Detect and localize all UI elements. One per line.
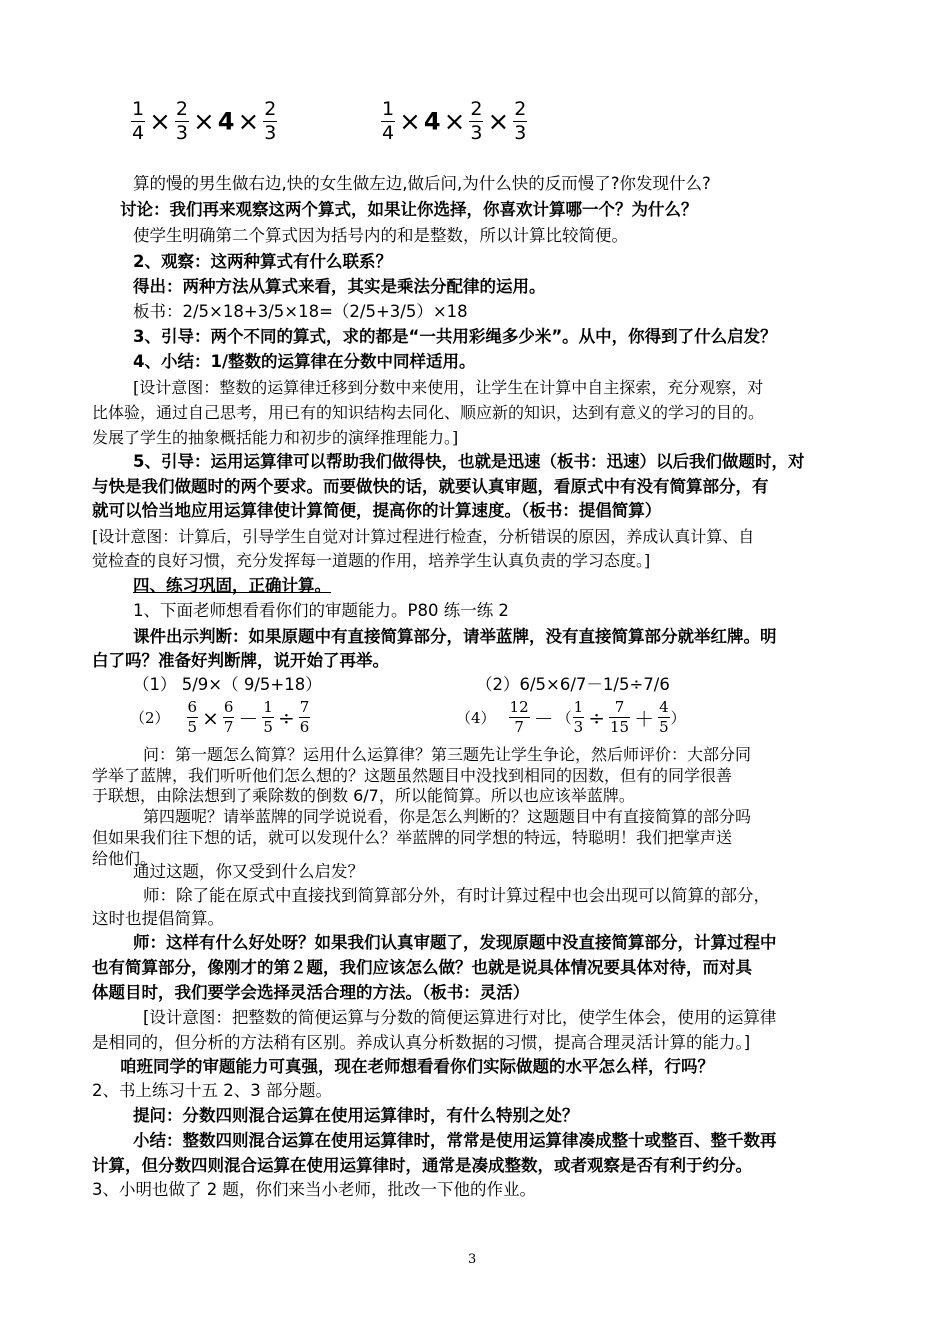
fraction: $\frac{2}{3}$: [264, 98, 277, 144]
fraction: $\frac{1}{4}$: [132, 98, 145, 144]
text-line: 给他们。: [92, 849, 157, 868]
text-line: 讨论：我们再来观察这两个算式，如果让你选择，你喜欢计算哪一个？为什么？: [120, 200, 698, 219]
formula-right: $\frac{1}{4}$ × 4 × $\frac{2}{3}$ × $\frac{2}{3}$: [382, 98, 527, 144]
text-line: 使学生明确第二个算式因为括号内的和是整数，所以计算比较简便。: [133, 226, 628, 245]
text-line: 板书：2/5×18+3/5×18=（2/5+3/5）×18: [133, 302, 468, 321]
text-line: 体题目时，我们要学会选择灵活合理的方法。（板书：灵活）: [92, 983, 530, 1002]
text-line: 3、小明也做了 2 题，你们来当小老师，批改一下他的作业。: [92, 1180, 536, 1199]
text-line: 1、下面老师想看看你们的审题能力。P80 练一练 2: [133, 601, 509, 620]
exercise-4-expression: （4） $\frac{12}{7}$ － （ $\frac{1}{3}$ ÷ $\frac{7}{15}$ ＋ $\frac{4}{5}$ ）: [456, 698, 686, 736]
fraction: $\frac{1}{4}$: [382, 98, 395, 144]
text-line: 4、小结：1/整数的运算律在分数中同样适用。: [133, 352, 476, 371]
exercise-2-expression: （2） $\frac{6}{5}$ × $\frac{6}{7}$ － $\frac{1}{5}$ ÷ $\frac{7}{6}$: [130, 698, 310, 736]
text-line: [设计意图：计算后，引导学生自觉对计算过程进行检查，分析错误的原因，养成认真计算、自: [92, 527, 755, 546]
text-line: 5、引导：运用运算律可以帮助我们做得快，也就是迅速（板书：迅速）以后我们做题时，对: [133, 452, 805, 471]
text-line: 就可以恰当地应用运算律使计算简便，提高你的计算速度。（板书：提倡简算）: [92, 501, 662, 520]
text-line: 小结：整数四则混合运算在使用运算律时，常常是使用运算律凑成整十或整百、整千数再: [133, 1131, 777, 1150]
text-line: 2、书上练习十五 2、3 部分题。: [92, 1081, 332, 1100]
text-line: 通过这题，你又受到什么启发？: [133, 862, 364, 881]
text-line: 于联想，由除法想到了乘除数的倒数 6/7，所以能简算。所以也应该举蓝牌。: [92, 786, 635, 805]
text-line: 师：这样有什么好处呀？如果我们认真审题了，发现原题中没直接简算部分，计算过程中: [133, 933, 777, 952]
text-line: 算的慢的男生做右边,快的女生做左边,做后问,为什么快的反而慢了?你发现什么?: [133, 174, 711, 193]
text-line: 得出：两种方法从算式来看，其实是乘法分配律的运用。: [133, 277, 546, 296]
text-line: 课件出示判断：如果原题中有直接简算部分，请举蓝牌，没有直接简算部分就举红牌。明: [133, 627, 777, 646]
text-line: 但如果我们往下想的话，就可以发现什么？举蓝牌的同学想的特远，特聪明！我们把掌声送: [92, 828, 733, 847]
text-line: 问：第一题怎么简算？运用什么运算律？第三题先让学生争论，然后师评价：大部分同: [143, 745, 752, 764]
text-line: [设计意图：整数的运算律迁移到分数中来使用，让学生在计算中自主探索，充分观察，对: [133, 378, 764, 397]
text-line: 学举了蓝牌，我们听听他们怎么想的？这题虽然题目中没找到相同的因数，但有的同学很善: [92, 766, 733, 785]
fraction: $\frac{2}{3}$: [175, 98, 188, 144]
text-line: 是相同的，但分析的方法稍有区别。养成认真分析数据的习惯，提高合理灵活计算的能力。]: [92, 1033, 751, 1052]
text-line: [设计意图：把整数的简便运算与分数的简便运算进行对比，使学生体会，使用的运算律: [143, 1008, 777, 1027]
text-line: 也有简算部分，像刚才的第２题，我们应该怎么做？也就是说具体情况要具体对待，而对具: [92, 958, 752, 977]
text-line: 与快是我们做题时的两个要求。而要做快的话，就要认真审题，看原式中有没有简算部分，有: [92, 477, 769, 496]
text-line: 比体验，通过自己思考，用已有的知识结构去同化、顺应新的知识，达到有意义的学习的目的。: [92, 403, 765, 422]
formula-left: $\frac{1}{4}$ × $\frac{2}{3}$ × 4 × $\frac{2}{3}$: [132, 98, 277, 144]
text-line: 3、引导：两个不同的算式，求的都是“一共用彩绳多少米”。从中，你得到了什么启发？: [133, 327, 777, 346]
text-line: 觉检查的良好习惯，充分发挥每一道题的作用，培养学生认真负责的学习态度。]: [92, 551, 651, 570]
text-line: 提问：分数四则混合运算在使用运算律时，有什么特别之处？: [133, 1106, 579, 1125]
section-heading: 四、练习巩固，正确计算。: [133, 576, 331, 595]
text-line: 咱班同学的审题能力可真强，现在老师想看看你们实际做题的水平怎么样，行吗？: [120, 1057, 714, 1076]
text-line: 这时也提倡简算。: [92, 909, 224, 928]
text-line: 师：除了能在原式中直接找到简算部分外，有时计算过程中也会出现可以简算的部分，: [143, 886, 770, 905]
text-line: 第四题呢？请举蓝牌的同学说说看，你是怎么判断的？这题题目中有直接简算的部分吗: [143, 807, 752, 826]
exercise-3: （2）6/5×6/7－1/5÷7/6: [476, 675, 670, 694]
text-line: 计算，但分数四则混合运算在使用运算律时，通常是凑成整数，或者观察是否有利于约分。: [92, 1156, 752, 1175]
text-line: 白了吗？准备好判断牌，说开始了再举。: [92, 651, 389, 670]
fraction: $\frac{2}{3}$: [514, 98, 527, 144]
exercise-1: （1） 5/9×（ 9/5+18）: [133, 675, 322, 694]
page-number: 3: [468, 1252, 477, 1267]
text-line: 发展了学生的抽象概括能力和初步的演绎推理能力。]: [92, 428, 459, 447]
text-line: 2、观察：这两种算式有什么联系？: [133, 252, 392, 271]
fraction: $\frac{2}{3}$: [470, 98, 483, 144]
